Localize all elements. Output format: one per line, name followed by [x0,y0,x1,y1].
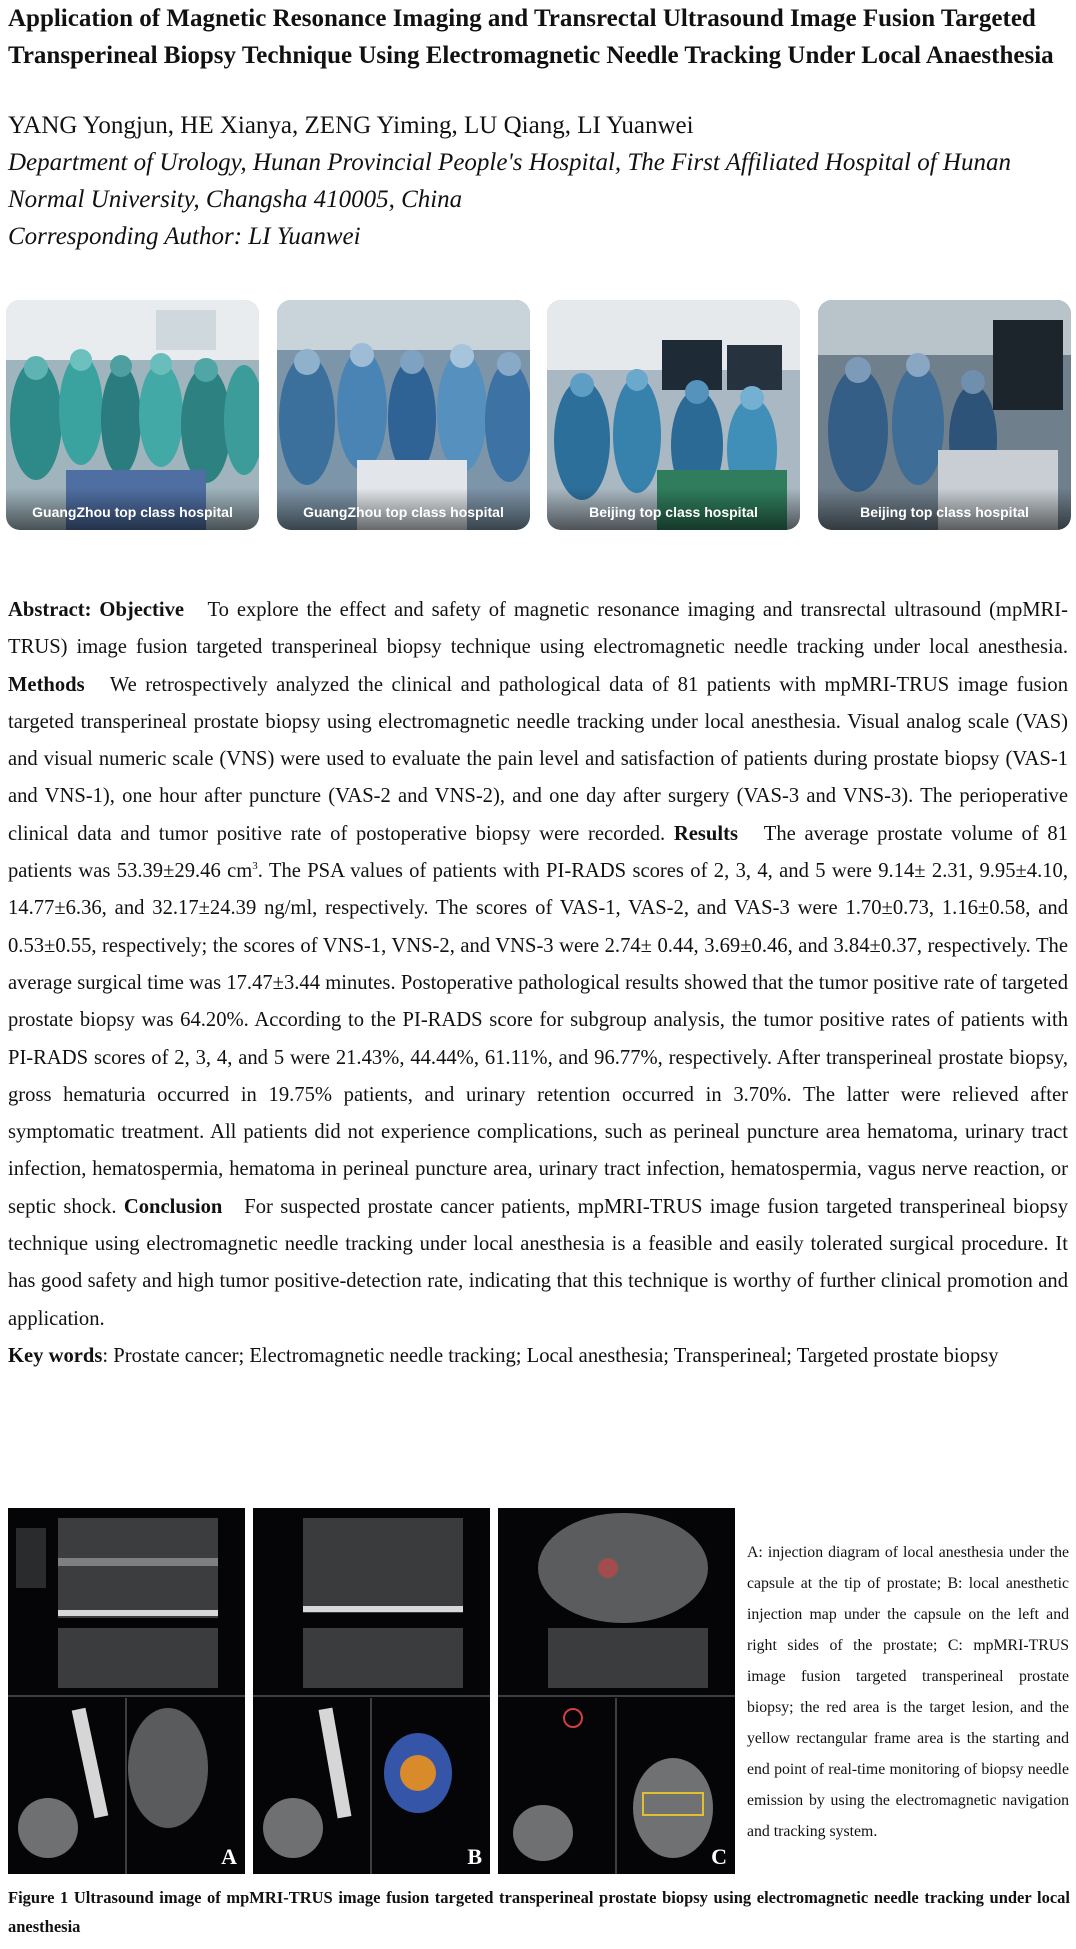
hospital-photo-strip [6,300,1074,532]
results-text-b: . The PSA values of patients with PI-RADS scores of 2, 3, 4, and 5 were 9.14± 2.31, 9.95±4.10, 14.77±6.36, and 32.17±24.39 ng/ml, respectively. The scores of VAS-1, VAS-2, and VAS-3 were 1.70±0.73, 1.16±0.58, and 0.53±0.55, respectively; the scores of VNS-1, VNS-2, and VNS-3 were 2.74± 0.44, 3.69±0.46, and 3.84±0.37, respectively. The average surgical time was 17.47±3.44 minutes. Postoperative pathological results showed that the tumor positive rate of targeted prostate biopsy was 64.20%. According to the PI-RADS score for subgroup analysis, the tumor positive rates of patients with PI-RADS scores of 2, 3, 4, and 5 were 21.43%, 44.44%, 61.11%, and 96.77%, respectively. After transperineal prostate biopsy, gross hematuria occurred in 19.75% patients, and urinary retention occurred in 3.70%. The latter were relieved after symptomatic treatment. All patients did not experience complications, such as perineal puncture area hematoma, urinary tract infection, hematospermia, hematoma in perineal puncture area, urinary tract infection, hematospermia, vagus nerve reaction, or septic shock. [8,860,1068,1218]
results-superscript: 3 [252,860,258,873]
keywords-label: Key words [8,1344,103,1367]
methods-label: Methods [8,673,85,696]
hospital-photo [277,300,530,530]
results-text-a: The average prostate volume of 81 patients was 53.39±29.46 cm [8,822,1069,883]
figure-1-panels [8,1508,734,1874]
ultrasound-panel-a [8,1508,245,1874]
hospital-photo [6,300,259,530]
ultrasound-panel-c [498,1508,735,1874]
results-label: Results [673,822,738,845]
ultrasound-panel-b [253,1508,490,1874]
objective-text: To explore the effect and safety of magnetic resonance imaging and transrectal ultrasound (mpMRI-TRUS) image fusion targeted transperineal biopsy technique using electromagnetic needle tracking under local anesthesia. [8,599,1069,659]
methods-text: We retrospectively analyzed the clinical and pathological data of 81 patients with mpMRI-TRUS image fusion targeted transperineal prostate biopsy using electromagnetic needle tracking under local anesthesia. Visual analog scale (VAS) and visual numeric scale (VNS) were used to evaluate the pain level and satisfaction of patients during prostate biopsy (VAS-1 and VNS-1), one hour after puncture (VAS-2 and VNS-2), and one day after surgery (VAS-3 and VNS-3). The perioperative clinical data and tumor positive rate of postoperative biopsy were recorded. [8,673,1068,845]
paper-title: Application of Magnetic Resonance Imaging and Transrectal Ultrasound Image Fusion Targeted Transperineal Biopsy Technique Using Electromagnetic Needle Tracking Under Local Anaesthesia [8,5,1054,69]
figure-title: Figure 1 Ultrasound image of mpMRI-TRUS image fusion targeted transperineal prostate biopsy using electromagnetic needle tracking under local anesthesia [8,1888,1070,1936]
conclusion-label: Conclusion [123,1195,223,1218]
photo-caption: Beijing top class hospital [547,488,800,530]
figure-caption: A: injection diagram of local anesthesia under the capsule at the tip of prostate; B: local anesthetic injection map under the capsule on the left and right sides of the prostate; C: mpMRI-TRUS image fusion targeted transperineal prostate biopsy; the red area is the target lesion, and the yellow rectangular frame area is the starting and end point of real-time monitoring of biopsy needle emission by using the electromagnetic navigation and tracking system. [747,1544,1069,1840]
panel-label: A [221,1844,237,1869]
panel-label: C [711,1844,727,1869]
keywords-text: : Prostate cancer; Electromagnetic needle tracking; Local anesthesia; Transperineal; Targeted prostate biopsy [102,1344,999,1367]
abstract [8,592,1068,1375]
affiliation: Department of Urology, Hunan Provincial People's Hospital, The First Affiliated Hospital of Hunan Normal University, Changsha 410005, China [8,149,1011,213]
author-list: YANG Yongjun, HE Xianya, ZENG Yiming, LU Qiang, LI Yuanwei [8,112,694,139]
hospital-photo [818,300,1071,530]
objective-label: Objective [99,599,185,621]
photo-caption: GuangZhou top class hospital [277,488,530,530]
photo-caption: GuangZhou top class hospital [6,488,259,530]
photo-caption: Beijing top class hospital [818,488,1071,530]
abstract-label: Abstract: [8,599,92,621]
hospital-photo [547,300,800,530]
corresponding-author: Corresponding Author: LI Yuanwei [8,223,361,250]
panel-label: B [467,1844,482,1869]
conclusion-text: For suspected prostate cancer patients, mpMRI-TRUS image fusion targeted transperineal biopsy technique using electromagnetic needle tracking under local anesthesia is a feasible and easily tolerated surgical procedure. It has good safety and high tumor positive-detection rate, indicating that this technique is worthy of further clinical promotion and application. [8,1195,1069,1330]
